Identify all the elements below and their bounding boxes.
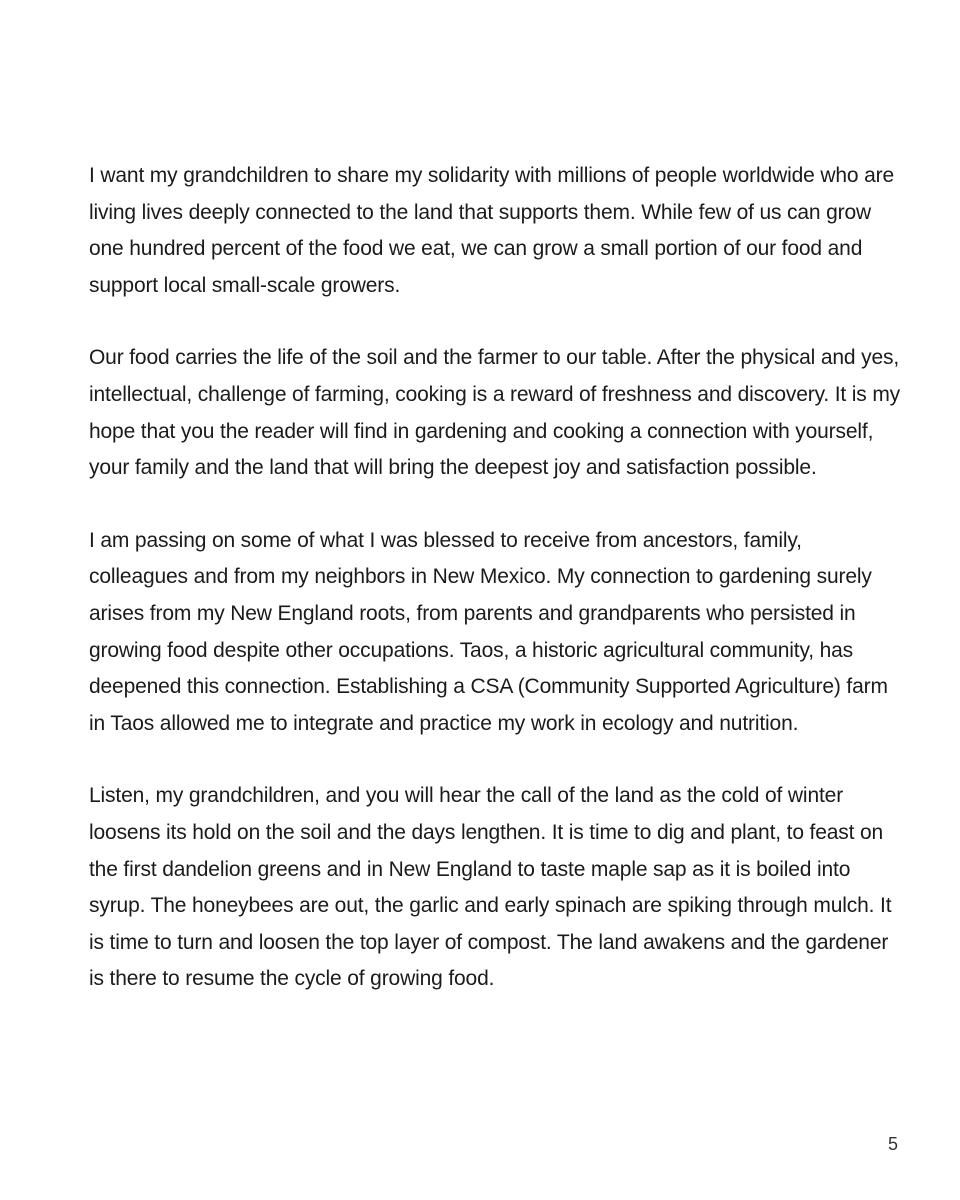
page-body bbox=[89, 158, 904, 1034]
paragraph-1: I want my grandchildren to share my solidarity with millions of people worldwide who are living lives deeply connected to the land that supports them. While few of us can grow one hundred percent of the food we eat, we can grow a small portion of our food and support local small-scale growers. bbox=[89, 164, 895, 297]
paragraph-2: Our food carries the life of the soil and the farmer to our table. After the physical and yes, intellectual, challenge of farming, cooking is a reward of freshness and discovery. It is my hope that you the reader will find in gardening and cooking a connection with yourself, your family and the land that will bring the deepest joy and satisfaction possible. bbox=[89, 346, 901, 480]
page-number: 5 bbox=[887, 1134, 898, 1154]
paragraph-4: Listen, my grandchildren, and you will hear the call of the land as the cold of winter loosens its hold on the soil and the days lengthen. It is time to dig and plant, to feast on the first dandelion greens and in New England to taste maple sap as it is boiled into syrup. The honeybees are out, the garlic and early spinach are spiking through mulch. It is time to turn and loosen the top layer of compost. The land awakens and the gardener is there to resume the cycle of growing food. bbox=[89, 784, 892, 991]
paragraph-3: I am passing on some of what I was blessed to receive from ancestors, family, colleagues and from my neighbors in New Mexico. My connection to gardening surely arises from my New England roots, from parents and grandparents who persisted in growing food despite other occupations. Taos, a historic agricultural community, has deepened this connection. Establishing a CSA (Community Supported Agriculture) farm in Taos allowed me to integrate and practice my work in ecology and nutrition. bbox=[89, 528, 888, 735]
